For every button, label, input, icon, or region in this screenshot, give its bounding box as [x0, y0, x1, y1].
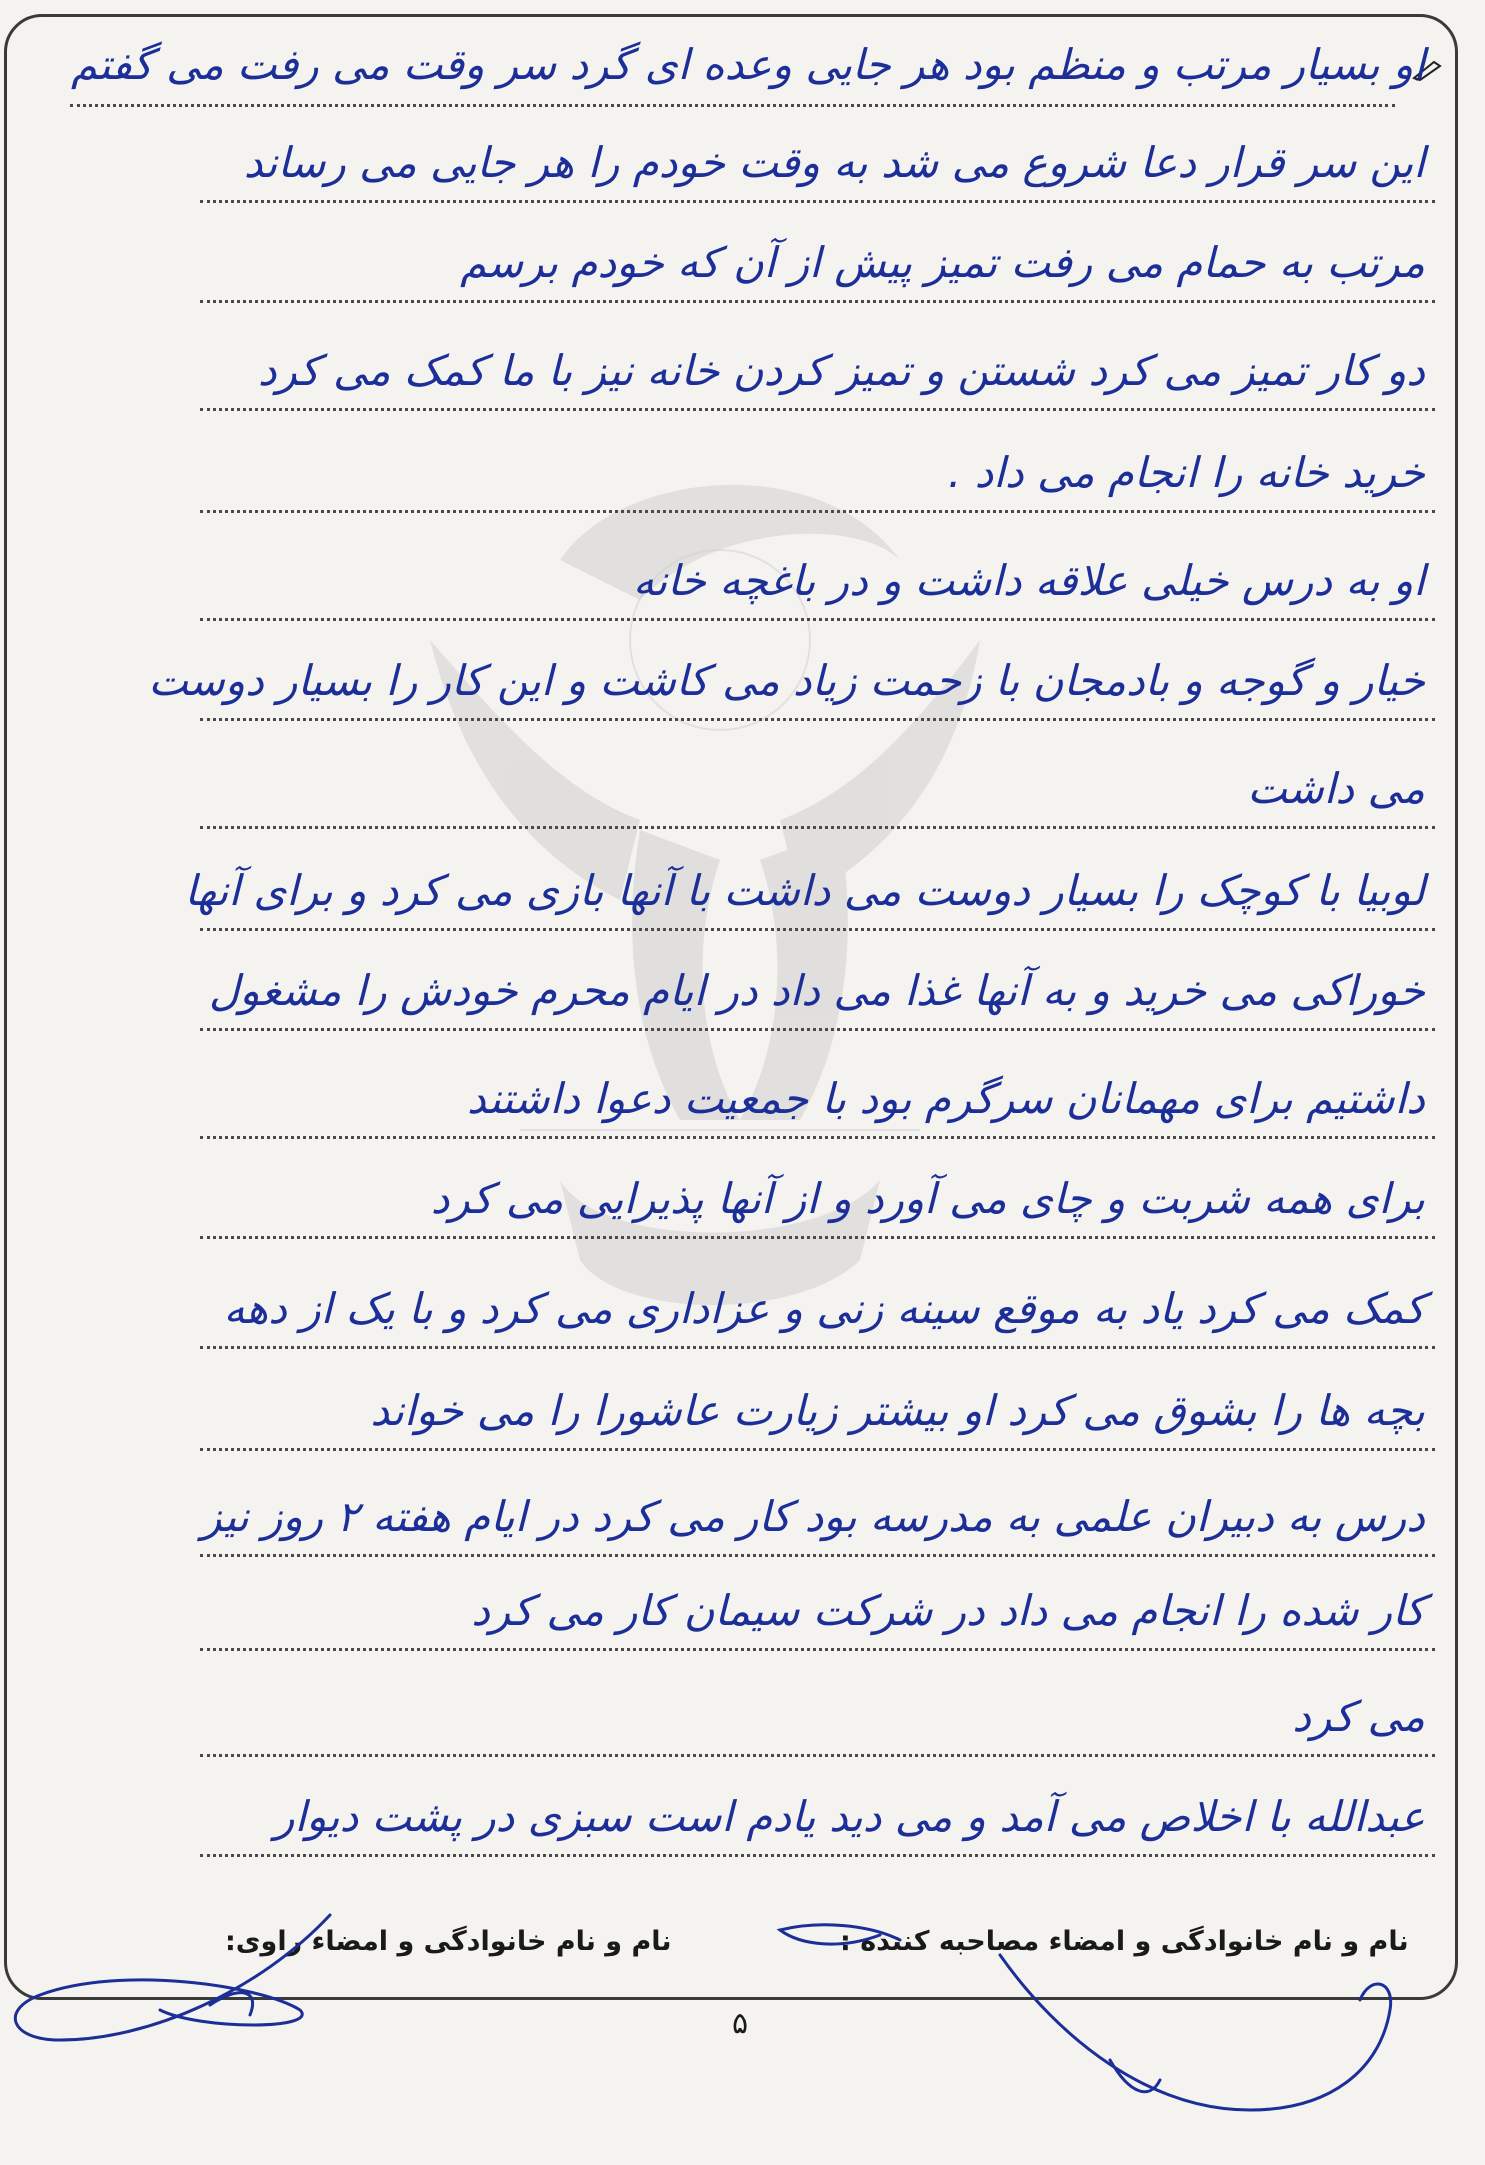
handwritten-line: این سر قرار دعا شروع می شد به وقت خودم را هر جایی می رساند — [243, 138, 1425, 187]
handwritten-line: داشتیم برای مهمانان سرگرم بود با جمعیت دعوا داشتند — [467, 1074, 1425, 1123]
handwritten-line: کمک می کرد یاد به موقع سینه زنی و عزاداری می کرد و با یک از دهه — [223, 1284, 1425, 1333]
handwritten-line: او بسیار مرتب و منظم بود هر جایی وعده ای گرد سر وقت می رفت می گفتم — [70, 40, 1425, 89]
handwritten-line: خرید خانه را انجام می داد . — [947, 448, 1425, 497]
handwritten-line: می داشت — [1247, 764, 1425, 813]
handwritten-line: بچه ها را بشوق می کرد او بیشتر زیارت عاشورا را می خواند — [370, 1386, 1425, 1435]
handwritten-line: او به درس خیلی علاقه داشت و در باغچه خانه — [633, 556, 1425, 605]
handwritten-line: لوبیا با کوچک را بسیار دوست می داشت با آنها بازی می کرد و برای آنها — [184, 866, 1425, 915]
handwritten-line: می کرد — [1292, 1692, 1425, 1741]
handwritten-line: درس به دبیران علمی به مدرسه بود کار می کرد در ایام هفته ۲ روز نیز — [201, 1492, 1425, 1541]
narrator-signature-label: نام و نام خانوادگی و امضاء راوی: — [225, 1926, 672, 1957]
handwritten-line: عبدالله با اخلاص می آمد و می دید یادم است سبزی در پشت دیوار — [274, 1792, 1425, 1841]
handwritten-line: کار شده را انجام می داد در شرکت سیمان کار می کرد — [471, 1586, 1425, 1635]
handwritten-line: دو کار تمیز می کرد شستن و تمیز کردن خانه نیز با ما کمک می کرد — [257, 346, 1425, 395]
page-number: ۵ — [731, 2006, 749, 2041]
interviewer-signature-label: نام و نام خانوادگی و امضاء مصاحبه کننده : — [840, 1926, 1409, 1957]
handwritten-line: مرتب به حمام می رفت تمیز پیش از آن که خودم برسم — [460, 238, 1425, 287]
handwritten-line: خیار و گوجه و بادمجان با زحمت زیاد می کاشت و این کار را بسیار دوست — [148, 656, 1425, 705]
handwritten-line: خوراکی می خرید و به آنها غذا می داد در ایام محرم خودش را مشغول — [208, 966, 1425, 1015]
handwritten-line: برای همه شربت و چای می آورد و از آنها پذیرایی می کرد — [430, 1174, 1425, 1223]
